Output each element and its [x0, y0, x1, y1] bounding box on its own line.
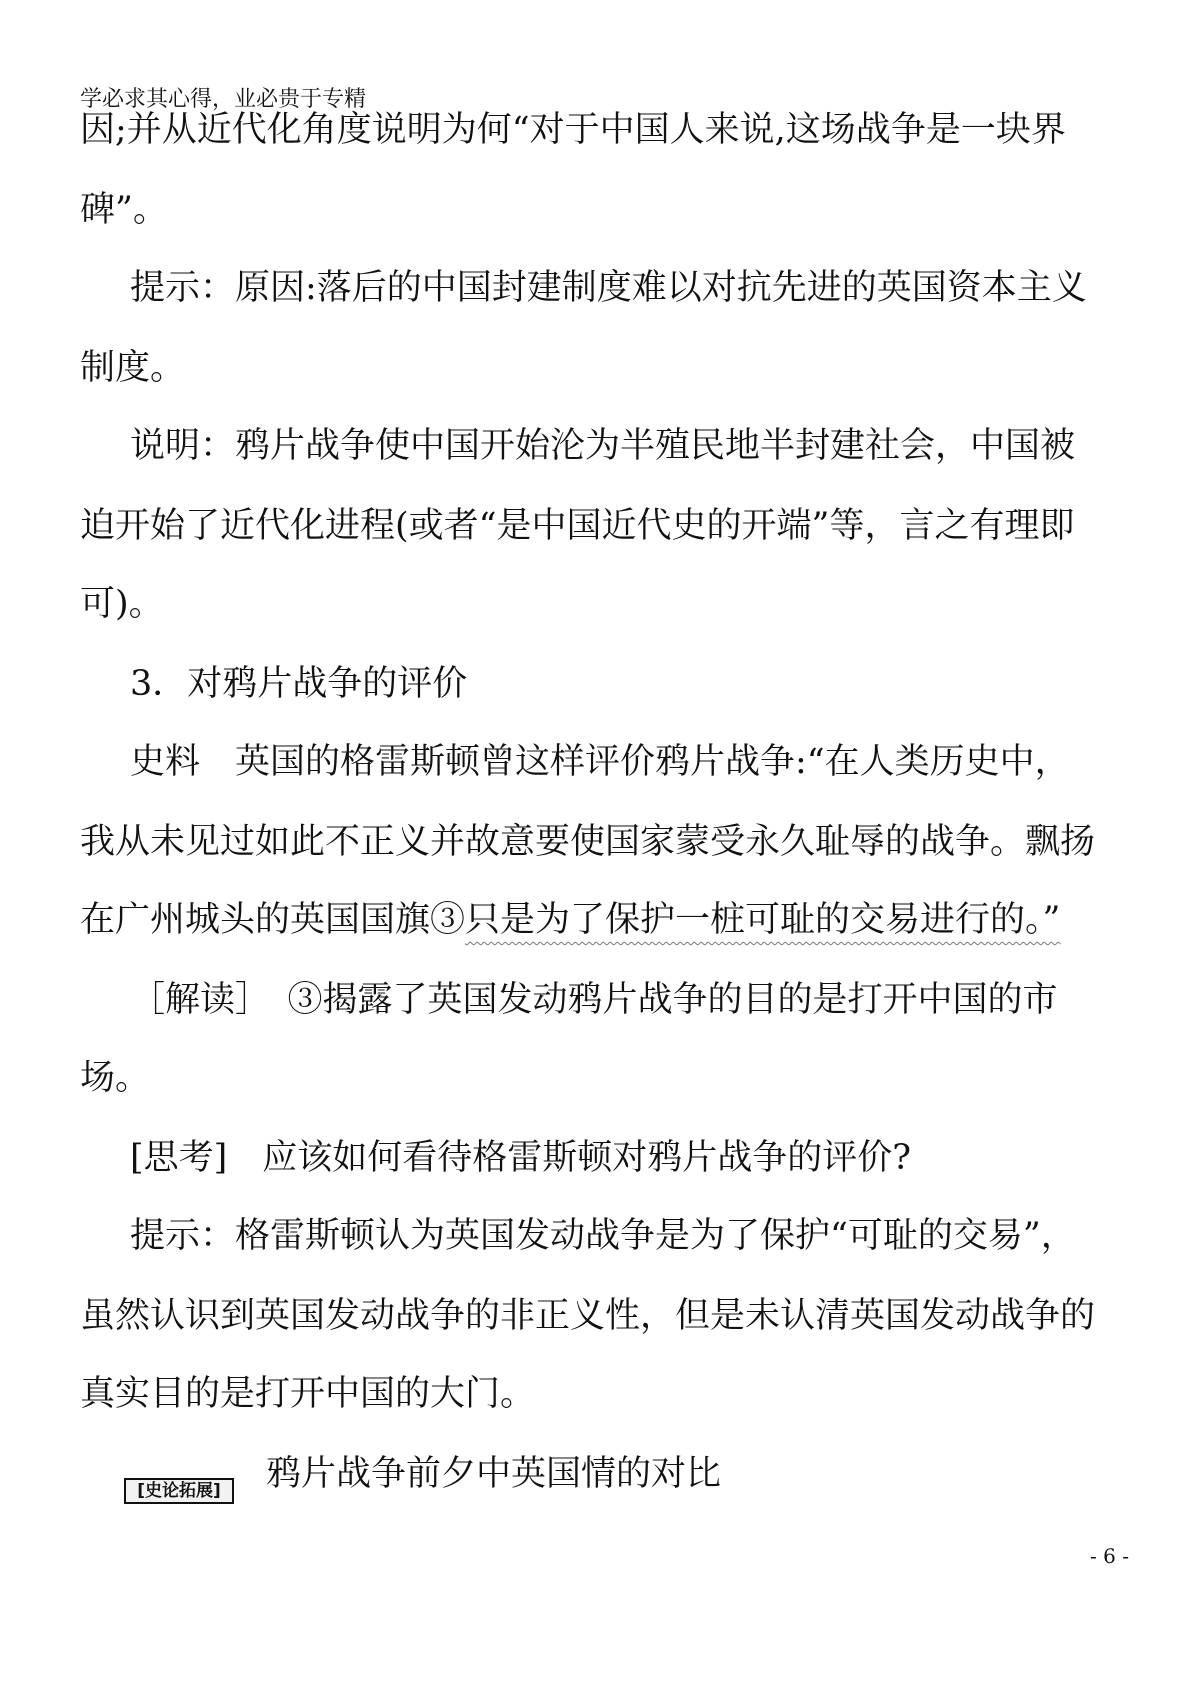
section-heading: 3．对鸦片战争的评价	[130, 664, 468, 704]
page-number: - 6 -	[1090, 1544, 1129, 1568]
text-line: 场。	[80, 1058, 151, 1098]
text-line: [思考] 应该如何看待格雷斯顿对鸦片战争的评价?	[130, 1138, 912, 1178]
text-line: 史料 英国的格雷斯顿曾这样评价鸦片战争:“在人类历史中，	[130, 742, 1070, 782]
text-line: 提示：格雷斯顿认为英国发动战争是为了保护“可耻的交易”，	[130, 1216, 1076, 1256]
text-line: 制度。	[80, 348, 186, 388]
quote-prefix: 在广州城头的英国国旗③	[80, 900, 466, 940]
text-line: 可)。	[80, 584, 164, 624]
text-line: 提示：原因:落后的中国封建制度难以对抗先进的英国资本主义	[130, 268, 1087, 308]
text-line: 我从未见过如此不正义并故意要使国家蒙受永久耻辱的战争。飘扬	[80, 822, 1096, 862]
text-line: 虽然认识到英国发动战争的非正义性，但是未认清英国发动战争的	[80, 1296, 1096, 1336]
text-line: 因;并从近代化角度说明为何“对于中国人来说,这场战争是一块界	[80, 110, 1066, 150]
text-line-underlined	[80, 898, 1060, 942]
text-line: 碑”。	[80, 190, 168, 230]
page-header: 学必求其心得，业必贵于专精	[80, 87, 367, 112]
text-line: 真实目的是打开中国的大门。	[80, 1374, 536, 1414]
text-line: ［解读］ ③揭露了英国发动鸦片战争的目的是打开中国的市	[130, 980, 1058, 1020]
wavy-underlined-quote: 只是为了保护一桩可耻的交易进行的。”	[465, 900, 1061, 940]
text-line: 说明：鸦片战争使中国开始沦为半殖民地半封建社会，中国被	[130, 426, 1076, 466]
section-badge: [史论拓展]	[124, 1478, 234, 1504]
section-title: 鸦片战争前夕中英国情的对比	[266, 1454, 722, 1494]
text-line: 迫开始了近代化进程(或者“是中国近代史的开端”等，言之有理即	[80, 506, 1075, 546]
